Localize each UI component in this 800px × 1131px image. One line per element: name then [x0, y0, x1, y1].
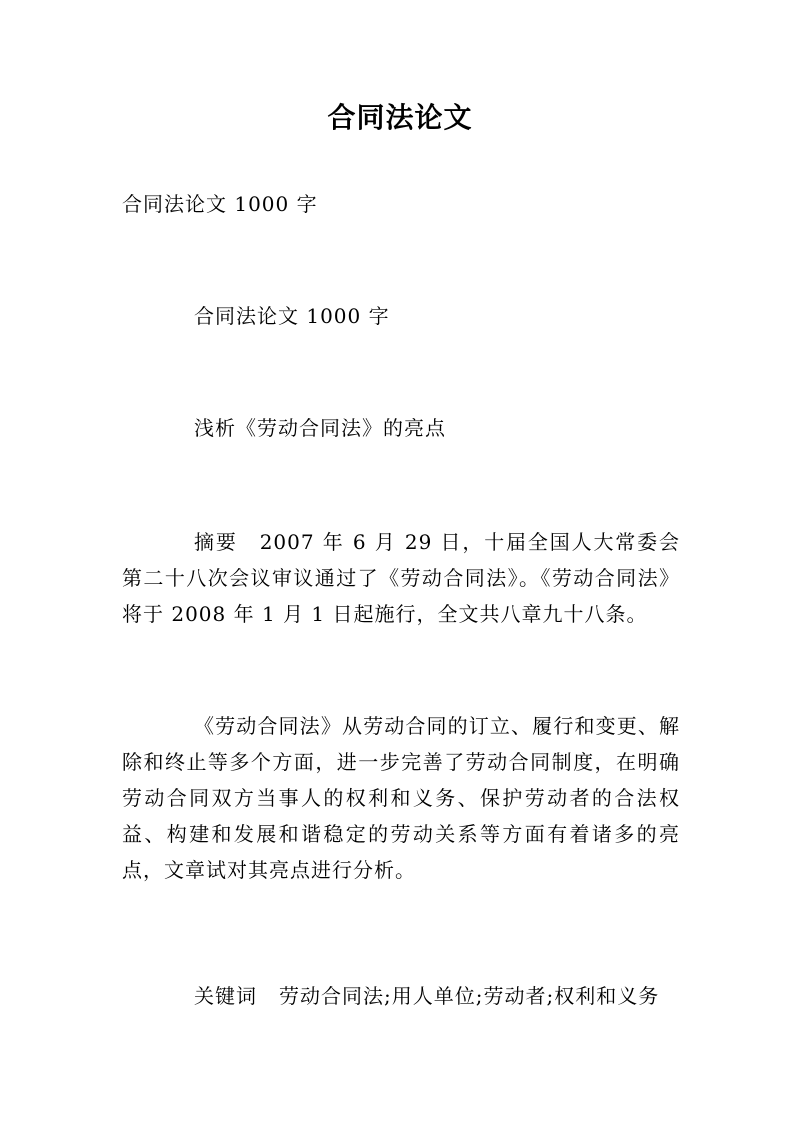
- abstract-label: 摘要: [194, 530, 238, 554]
- body-paragraph: [122, 708, 680, 888]
- keywords-label: 关键词: [194, 984, 257, 1008]
- abstract-paragraph: [122, 524, 680, 632]
- keywords-text: 劳动合同法;用人单位;劳动者;权利和义务: [279, 984, 660, 1008]
- article-heading: 浅析《劳动合同法》的亮点: [194, 416, 446, 440]
- document-subtitle: 合同法论文 1000 字: [122, 192, 318, 216]
- abstract-text: 2007 年 6 月 29 日，十届全国人大常委会第二十八次会议审议通过了《劳动合同法》。《劳动合同法》将于 2008 年 1 月 1 日起施行，全文共八章九十八条。: [122, 530, 681, 626]
- keywords-line: [194, 980, 659, 1012]
- body-paragraph-text: 《劳动合同法》从劳动合同的订立、履行和变更、解除和终止等多个方面，进一步完善了劳动合同制度，在明确劳动合同双方当事人的权利和义务、保护劳动者的合法权益、构建和发展和谐稳定的劳动关系等方面有着诸多的亮点，文章试对其亮点进行分析。: [122, 714, 680, 882]
- document-title: 合同法论文: [327, 101, 473, 134]
- repeated-subtitle: 合同法论文 1000 字: [194, 304, 390, 328]
